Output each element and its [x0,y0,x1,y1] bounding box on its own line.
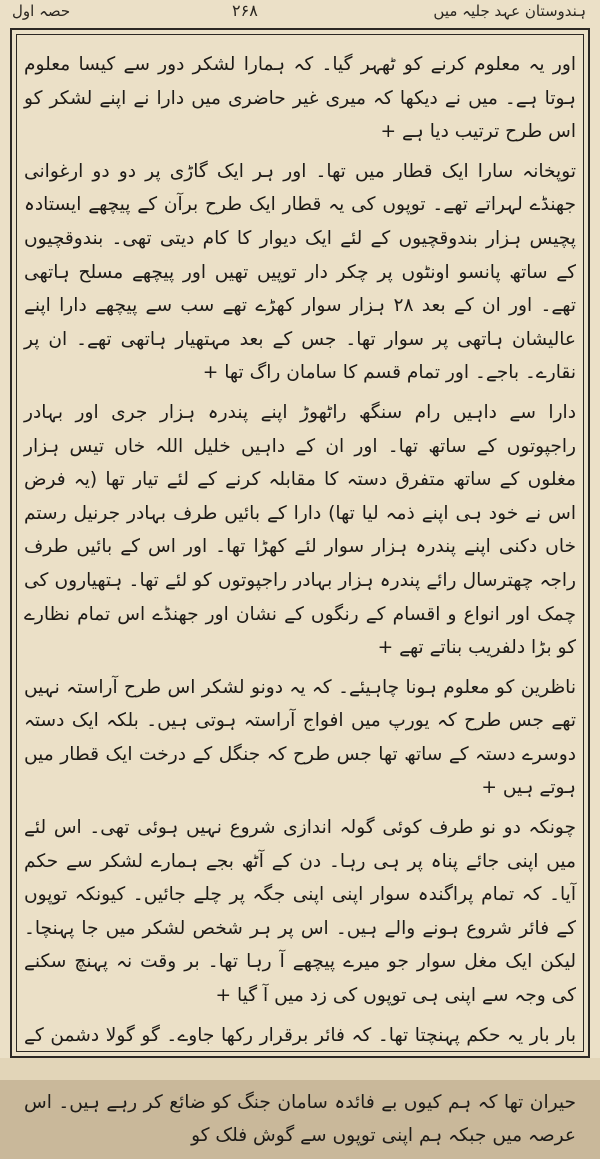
paragraph: ناظرین کو معلوم ہونا چاہیئے۔ کہ یہ دونو لشکر اس طرح آراستہ نہیں تھے جس طرح کہ یورپ میں افواج آراستہ ہوتی ہیں۔ بلکہ ایک دستہ دوسرے دستہ کے ساتھ تھا جس طرح کہ جنگل کے درخت ایک قطار میں ہوتے ہیں + [24,676,576,799]
page-bottom-margin [0,1058,600,1080]
running-title: ہندوستان عہد جلیہ میں [433,2,586,20]
paragraph: بار بار یہ حکم پہنچتا تھا۔ کہ فائر برقرار رکھا جاوے۔ گو گولا دشمن کے حیران تھا کہ ہم کیوں بے فائدہ سامان جنگ کو ضائع کر رہے ہیں۔ اس عرصہ میں جبکہ ہم اپنی توپوں سے گوش فلک کو [24,1024,576,1147]
page-body [24,48,576,1159]
part-label: حصہ اول [12,2,71,20]
paragraph: چونکہ دو نو طرف کوئی گولہ اندازی شروع نہیں ہوئی تھی۔ اس لئے میں اپنی جائے پناہ پر ہی رہا۔ دن کے آٹھ بجے ہمارے لشکر سے حکم آیا۔ کہ تمام پراگندہ سوار اپنی اپنی جگہ پر چلے جائیں۔ کیونکہ توپوں کے فائر شروع ہونے والے ہیں۔ اس پر ہر شخص لشکر میں جا پہنچا۔ لیکن ایک مغل سوار جو میرے پیچھے آ رہا تھا۔ بر وقت نہ پہنچ سکنے کی وجہ سے اپنی ہی توپوں کی زد میں آ گیا + [24,817,576,1007]
page-number: ۲۶۸ [232,1,258,20]
page-header [0,0,600,28]
paragraph: دارا سے داہیں رام سنگھ راٹھوڑ اپنے پندرہ ہزار جری اور بہادر راجپوتوں کے ساتھ تھا۔ اور ان کے داہیں خلیل اللہ خاں تیس ہزار مغلوں کے ساتھ متفرق دستہ کا مقابلہ کرنے کے لئے تیار تھا (یہ فرض اس نے خود ہی اپنے ذمہ لیا تھا) دارا کے بائیں طرف بہادر جرنیل رستم خاں دکنی اپنے پندرہ ہزار سوار لئے کھڑا تھا۔ اور اس کے بائیں طرف راجہ چھترسال رائے پندرہ ہزار بہادر راجپوتوں کو لئے تھا۔ ہتھیاروں کی چمک اور انواع و اقسام کے رنگوں کے نشان اور جھنڈے اس تمام نظارے کو بڑا دلفریب بناتے تھے + [24,401,576,659]
paragraph: اور یہ معلوم کرنے کو ٹھہر گیا۔ کہ ہمارا لشکر دور سے کیسا معلوم ہوتا ہے۔ میں نے دیکھا کہ میری غیر حاضری میں دارا نے اپنے لشکر کو اس طرح ترتیب دیا ہے + [24,54,576,143]
paragraph: توپخانہ سارا ایک قطار میں تھا۔ اور ہر ایک گاڑی پر دو دو ارغوانی جھنڈے لہراتے تھے۔ توپوں کی یہ قطار ایک طرح برآن کے پیچھے ایستادہ پچیس ہزار بندوقچیوں کے لئے ایک دیوار کا کام دیتی تھی۔ بندوقچیوں کے ساتھ پانسو اونٹوں پر چکر دار توپیں تھیں اور پیچھے مسلح ہاتھی تھے۔ اور ان کے بعد ۲۸ ہزار سوار کھڑے تھے سب سے پیچھے دارا اپنے عالیشان ہاتھی پر سوار تھا۔ جس کے بعد مہتھیار ہاتھی تھے۔ ان پر نقارے۔ باجے۔ اور تمام قسم کا سامان راگ تھا + [24,160,577,384]
